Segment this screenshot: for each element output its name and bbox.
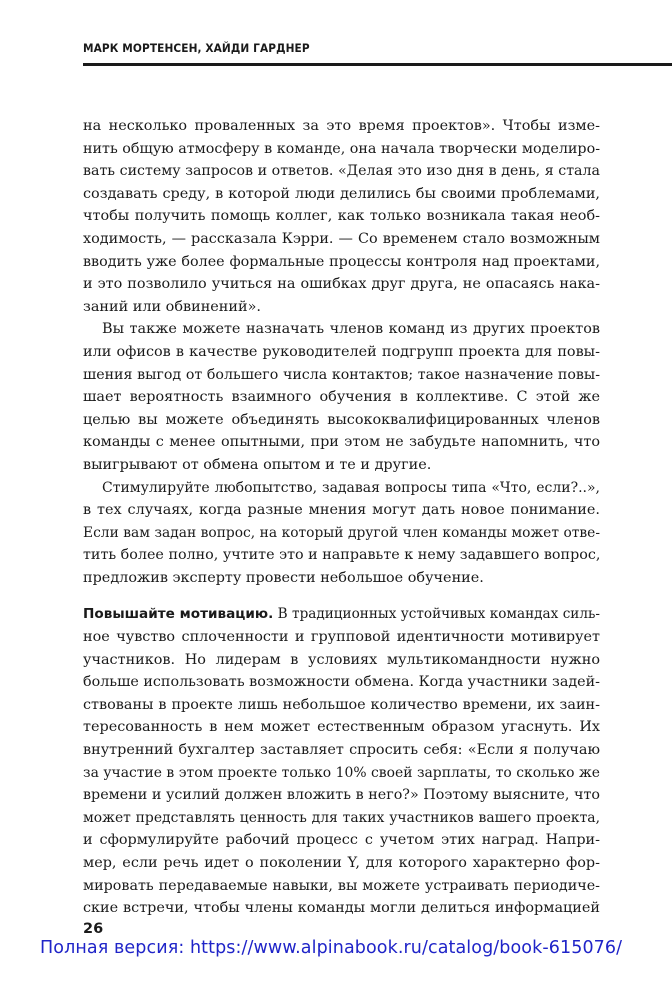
text-line: тить более полно, учтите это и направьте к нему задавшего вопрос, <box>83 547 601 564</box>
text-line: нить общую атмосферу в команде, она начала творчески моделиро- <box>83 140 601 157</box>
text-line: времени и усилий должен вложить в него?» Поэтому выясните, что <box>83 787 600 804</box>
text-line: участников. Но лидерам в условиях мультикомандности нужно <box>83 651 600 668</box>
text-line: целью вы можете объединять высококвалифицированных членов <box>83 411 600 428</box>
text-line: на несколько проваленных за это время проектов». Чтобы изме- <box>83 118 600 134</box>
text-line: вводить уже более формальные процессы контроля над проектами, <box>83 253 600 270</box>
text-run: В традиционных устойчивых командах силь- <box>273 606 600 623</box>
text-line <box>83 603 600 626</box>
text-line: команды с менее опытными, при этом не забудьте напомнить, что <box>83 434 600 451</box>
text-line: ходимость, — рассказала Кэрри. — Со временем стало возможным <box>83 230 600 247</box>
body-text <box>83 115 600 920</box>
text-line: ствованы в проекте лишь небольшое количество времени, их заин- <box>83 696 600 713</box>
text-line: может представлять ценность для таких участников вашего проекта, <box>83 809 600 826</box>
page-number: 26 <box>83 921 104 937</box>
header-rule <box>83 63 672 66</box>
text-line: внутренний бухгалтер заставляет спросить себя: «Если я получаю <box>83 742 600 759</box>
paragraph-2 <box>83 318 600 476</box>
text-line: заний или обвинений». <box>83 298 261 315</box>
run-in-heading: Повышайте мотивацию. <box>83 606 274 623</box>
text-line: выигрывают от обмена опытом и те и другие. <box>83 456 432 473</box>
text-line: тересованность в нем может естественным образом угаснуть. Их <box>83 719 600 736</box>
text-line: или офисов в качестве руководителей подгрупп проекта для повы- <box>83 343 600 360</box>
text-line: вать систему запросов и ответов. «Делая это изо дня в день, я стала <box>83 163 600 180</box>
text-line: Если вам задан вопрос, на который другой член команды может отве- <box>83 524 600 541</box>
text-line: шения выгод от большего числа контактов; такое назначение повы- <box>83 366 600 383</box>
text-line: создавать среду, в которой люди делились бы своими проблемами, <box>83 185 600 202</box>
text-line: мер, если речь идет о поколении Y, для которого характерно фор- <box>83 855 600 871</box>
full-version-link[interactable]: Полная версия: https://www.alpinabook.ru/catalog/book-615076/ <box>40 938 623 958</box>
text-line: в тех случаях, когда разные мнения могут дать новое понимание. <box>83 502 600 519</box>
text-line: предложив эксперту провести небольшое обучение. <box>83 569 484 586</box>
text-line: ские встречи, чтобы члены команды могли делиться информацией <box>83 900 600 917</box>
text-line: и сформулируйте рабочий процесс с учетом этих наград. Напри- <box>83 832 600 849</box>
text-line: Стимулируйте любопытство, задавая вопросы типа «Что, если?..», <box>102 479 600 496</box>
paragraph-3 <box>83 477 600 590</box>
text-line: за участие в этом проекте только 10% своей зарплаты, то сколько же <box>83 764 600 781</box>
text-line: ное чувство сплоченности и групповой идентичности мотивирует <box>83 629 600 646</box>
running-head: МАРК МОРТЕНСЕН, ХАЙДИ ГАРДНЕР <box>83 41 310 55</box>
text-line: чтобы получить помощь коллег, как только возникала такая необ- <box>83 208 600 225</box>
text-line: и это позволило учиться на ошибках друг друга, не опасаясь нака- <box>83 276 600 293</box>
text-line: больше использовать возможности обмена. Когда участники задей- <box>83 674 600 691</box>
paragraph-4 <box>83 603 600 919</box>
text-line: шает вероятность взаимного обучения в коллективе. С этой же <box>83 389 600 406</box>
paragraph-1 <box>83 115 600 318</box>
text-line: Вы также можете назначать членов команд из других проектов <box>102 321 600 338</box>
text-line: мировать передаваемые навыки, вы можете устраивать периодиче- <box>83 877 600 894</box>
section-gap <box>83 589 600 603</box>
